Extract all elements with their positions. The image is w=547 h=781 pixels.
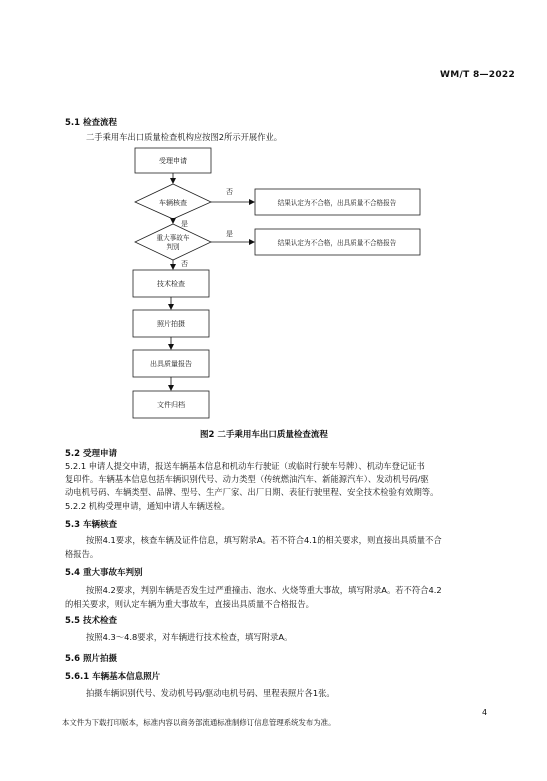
flow-label-no-1: 否 [226,188,233,196]
section-5-2-1-line-2: 复印件。车辆基本信息包括车辆识别代号、动力类型（传统燃油汽车、新能源汽车）、发动机号码/驱 [65,474,429,484]
section-5-6-1-title: 5.6.1 车辆基本信息照片 [65,672,161,682]
section-5-2-1-line-3: 动电机号码、车辆类型、品牌、型号、生产厂家、出厂日期、表征行驶里程、安全技术检验有效期等。 [65,487,439,497]
section-5-4-title: 5.4 重大事故车判别 [65,568,143,578]
section-5-3-line-2: 格报告。 [65,549,99,559]
section-5-5-line-1: 按照4.3～4.8要求，对车辆进行技术检查，填写附录A。 [86,632,293,642]
section-5-2-title: 5.2 受理申请 [65,449,118,459]
flow-step-tech-label: 技术检查 [157,280,185,288]
section-5-4-line-2: 的相关要求，则认定车辆为重大事故车，直接出具质量不合格报告。 [65,599,314,609]
flow-label-yes-1: 是 [181,220,188,228]
flow-step-photo-label: 照片拍摄 [157,320,185,328]
section-5-2-2-line: 5.2.2 机构受理申请，通知申请人车辆送检。 [65,501,230,511]
flow-label-yes-2: 是 [226,230,233,238]
section-5-2-1-line-1: 5.2.1 申请人提交申请，报送车辆基本信息和机动车行驶证（或临时行驶车号牌）、机动车登记证书 [65,461,425,471]
section-5-3-title: 5.3 车辆核查 [65,520,118,530]
flow-step-apply-label: 受理申请 [159,157,187,165]
flow-decision-accident-label-2: 判别 [166,243,180,251]
flow-decision-accident-label-1: 重大事故车 [156,234,190,242]
footer-notice: 本文件为下载打印版本，标准内容以商务部流通标准制修订信息管理系统发布为准。 [62,718,336,727]
flow-decision-verify-label: 车辆核查 [159,199,187,207]
figure-caption: 图2 二手乘用车出口质量检查流程 [200,430,328,440]
document-code: WM/T 8—2022 [440,70,516,80]
section-5-6-title: 5.6 照片拍摄 [65,654,118,664]
section-5-4-line-1: 按照4.2要求，判别车辆是否发生过严重撞击、泡水、火烧等重大事故，填写附录A。若不符合4.2 [86,585,442,595]
flow-result2-label: 结果认定为不合格，出具质量不合格报告 [277,239,397,247]
section-5-5-title: 5.5 技术检查 [65,616,118,626]
section-5-3-line-1: 按照4.1要求，核查车辆及证件信息，填写附录A。若不符合4.1的相关要求，则直接出具质量不合 [86,535,442,545]
section-5-1-title: 5.1 检查流程 [65,118,118,128]
flow-result1-label: 结果认定为不合格，出具质量不合格报告 [277,199,397,207]
flow-label-no-2: 否 [181,260,188,268]
flow-step-archive-label: 文件归档 [157,401,185,409]
section-5-6-1-line-1: 拍摄车辆识别代号、发动机号码/驱动电机号码、里程表照片各1张。 [86,688,335,698]
section-5-1-paragraph: 二手乘用车出口质量检查机构应按图2所示开展作业。 [86,132,283,142]
flow-step-report-label: 出具质量报告 [150,360,192,368]
page-number: 4 [482,708,488,717]
flow-decision-accident-box [135,224,211,260]
